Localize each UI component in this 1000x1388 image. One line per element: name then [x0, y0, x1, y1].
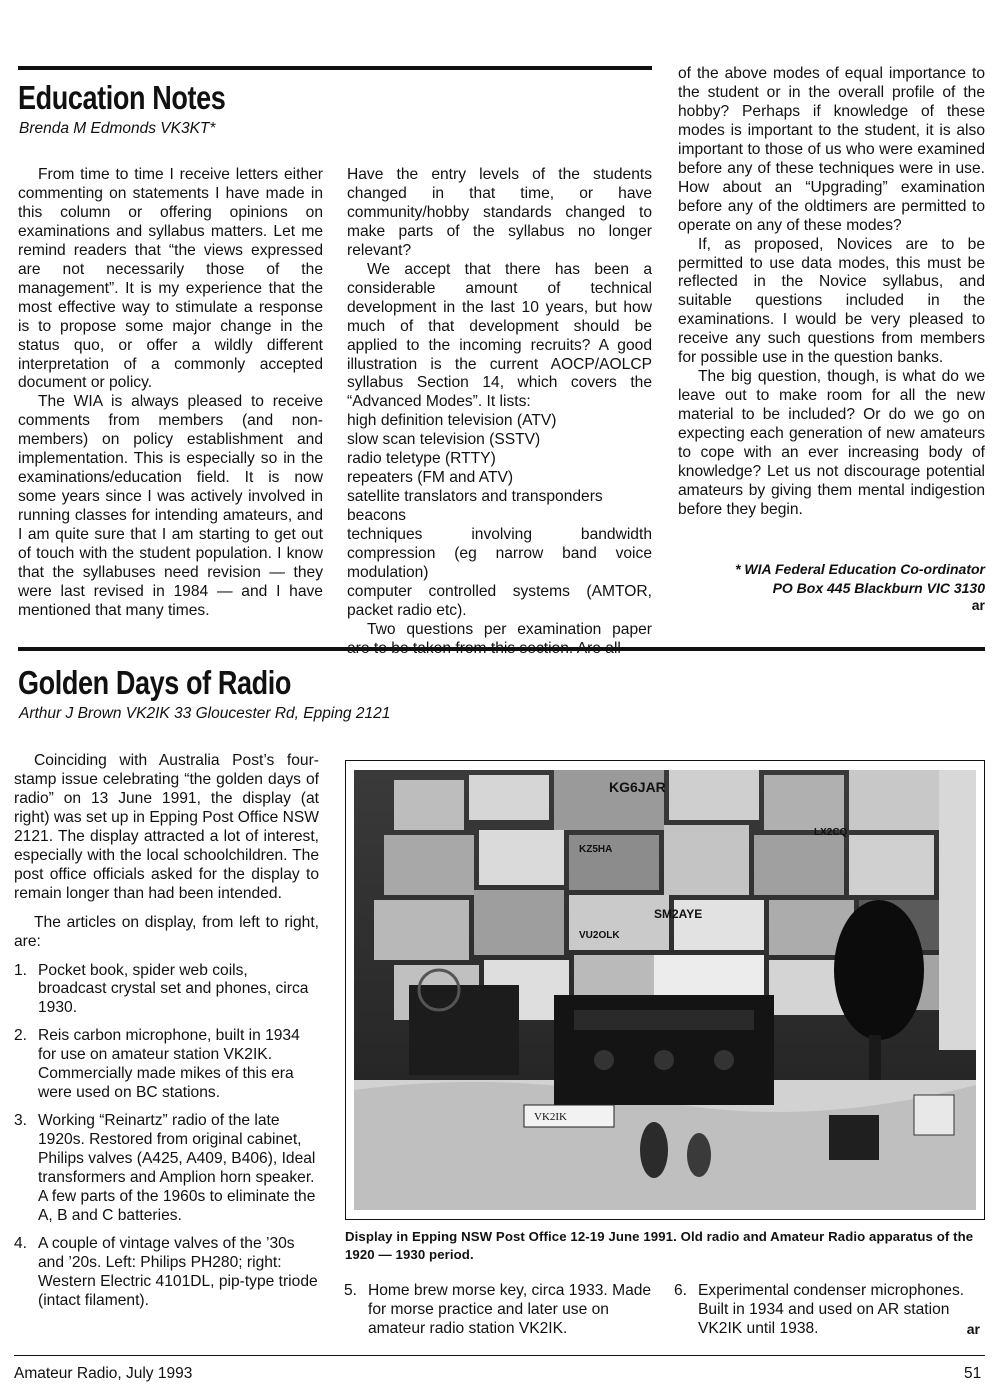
education-col1-p2: The WIA is always pleased to receive comments from members (and non-members) on policy establishment and implementation. This is especially so in the examinations/education field. It is now some years since I was actively involved in running classes for intending amateurs, and I am quite sure that I am starting to get out of touch with the student population. I know that the syllabuses need revision — they were last revised in 1984 — and I have mentioned that many times. [18, 393, 323, 619]
education-byline: Brenda M Edmonds VK3KT* [19, 120, 216, 137]
qsl-label: KZ5HA [579, 844, 613, 855]
list-item: radio teletype (RTTY) [347, 450, 496, 468]
vintage-valve [687, 1133, 711, 1177]
morse-key [829, 1115, 879, 1160]
articles-list [14, 962, 319, 1311]
golden-item6 [674, 1282, 987, 1348]
education-col3 [678, 65, 985, 520]
qsl-label: SM2AYE [654, 907, 703, 921]
list-item: slow scan television (SSTV) [347, 431, 541, 449]
list-item: 5. Home brew morse key, circa 1933. Made for morse practice and later use on amateur radio station VK2IK. [344, 1282, 652, 1337]
list-item: techniques involving bandwidth compression (eg narrow band voice modulation) [347, 526, 652, 582]
callsign-card: VK2IK [534, 1111, 567, 1123]
photo-caption: Display in Epping NSW Post Office 12-19 June 1991. Old radio and Amateur Radio apparatus of the 1920 — 1930 period. [345, 1229, 974, 1262]
list-item: satellite translators and transponders [347, 488, 603, 506]
footer-publication: Amateur Radio, July 1993 [14, 1365, 193, 1382]
list-item: computer controlled systems (AMTOR, packet radio etc). [347, 582, 652, 619]
education-col1 [18, 166, 323, 621]
list-item: 4. A couple of vintage valves of the ’30s and ’20s. Left: Philips PH280; right: Western Electric 4101DL, pip-type triode (intact filament). [14, 1234, 318, 1309]
education-col1-p1: From time to time I receive letters either commenting on statements I have made in this column or offering opinions on examinations and syllabus matters. Let me remind readers that “the views expressed are not necessarily those of the management”. It is my experience that the most effective way to stimulate a response is to propose some major change in the status quo, or offer a wildly different interpretation of a commonly accepted document or policy. [18, 166, 323, 392]
footer-rule [14, 1355, 985, 1356]
horn-speaker [834, 900, 924, 1040]
list-item: beacons [347, 507, 406, 525]
qsl-label: VU2OLK [579, 930, 620, 941]
section-rule-education [18, 66, 652, 70]
education-col2-intro: Have the entry levels of the students changed in that time, or have community/hobby standards changed to make parts of the syllabus no longer relevant? [347, 166, 652, 259]
page-number: 51 [964, 1365, 982, 1382]
golden-title: Golden Days of Radio [18, 664, 291, 701]
signature-line-1: * WIA Federal Education Co-ordinator [735, 561, 985, 577]
golden-articles-intro: The articles on display, from left to right, are: [14, 913, 319, 950]
education-col2-para3: Two questions per examination paper [367, 620, 652, 638]
golden-byline: Arthur J Brown VK2IK 33 Gloucester Rd, Epping 2121 [19, 705, 391, 722]
vintage-valve [640, 1122, 668, 1178]
education-signature [678, 560, 985, 598]
education-title: Education Notes [18, 79, 226, 116]
display-photo-frame [345, 760, 985, 1220]
education-col3-p3: The big question, though, is what do we leave out to make room for all the new material to be included? Or do we go on expecting each generation of new amateurs to cope with an ever increasing body of knowledge? Let us not discourage potential amateurs by giving them mental indigestion before they begin. [678, 368, 985, 518]
education-col3-p1: of the above modes of equal importance to the student or in the overall profile of the hobby? Perhaps if knowledge of these modes is important to the student, it is also important to those of us who were examined before any of these techniques were in use. How about an “Upgrading” examination before any of the oldtimers are permitted to operate on any of these modes? [678, 65, 985, 234]
list-item: 2. Reis carbon microphone, built in 1934 for use on amateur station VK2IK. Commercially made mikes of this era were used on BC stations. [14, 1027, 300, 1102]
golden-item5 [344, 1282, 662, 1348]
qsl-label: KG6JAR [609, 779, 666, 795]
crystal-set [409, 985, 519, 1075]
section-rule-golden [18, 647, 985, 651]
list-item: 3. Working “Reinartz” radio of the late 1920s. Restored from original cabinet, Philips valves (A425, A409, B406), Ideal transformers and Amplion horn speaker. A few parts of the 1960s to eliminate the A, B and C batteries. [14, 1112, 316, 1224]
condenser-microphone [914, 1095, 954, 1135]
golden-intro: Coinciding with Australia Post’s four-stamp issue celebrating “the golden days of radio” on 13 June 1991, the display (at right) was set up in Epping Post Office NSW 2121. The display attracted a lot of interest, especially with the local schoolchildren. The post office officials asked for the display to remain longer than had been intended. [14, 752, 319, 902]
list-item: 1. Pocket book, spider web coils, broadcast crystal set and phones, circa 1930. [14, 961, 309, 1017]
list-item: high definition television (ATV) [347, 412, 557, 430]
golden-col1 [14, 752, 319, 1320]
list-item: repeaters (FM and ATV) [347, 469, 514, 487]
signature-line-2: PO Box 445 Blackburn VIC 3130 [772, 580, 985, 596]
qsl-label: LX2CQ [814, 827, 848, 838]
display-photo [354, 770, 976, 1210]
list-item: 6. Experimental condenser microphones. Built in 1934 and used on AR station VK2IK until 1938. [674, 1282, 965, 1337]
golden-end-mark: ar [966, 1321, 980, 1337]
education-end-mark: ar [971, 597, 985, 613]
education-col2 [347, 166, 652, 659]
education-col2-para2: We accept that there has been a considerable amount of technical development in the last 10 years, but how much of that development should be applied to the incoming recruits? A good illustration is the current AOCP/AOLCP syllabus Section 14, which covers the “Advanced Modes”. It lists: [347, 260, 652, 411]
education-col3-p2: If, as proposed, Novices are to be permitted to use data modes, this must be reflected in the Novice syllabus, and suitable questions included in the examinations. I would be very pleased to receive any such questions from members for possible use in the question banks. [678, 235, 985, 367]
advanced-modes-list [347, 412, 652, 620]
